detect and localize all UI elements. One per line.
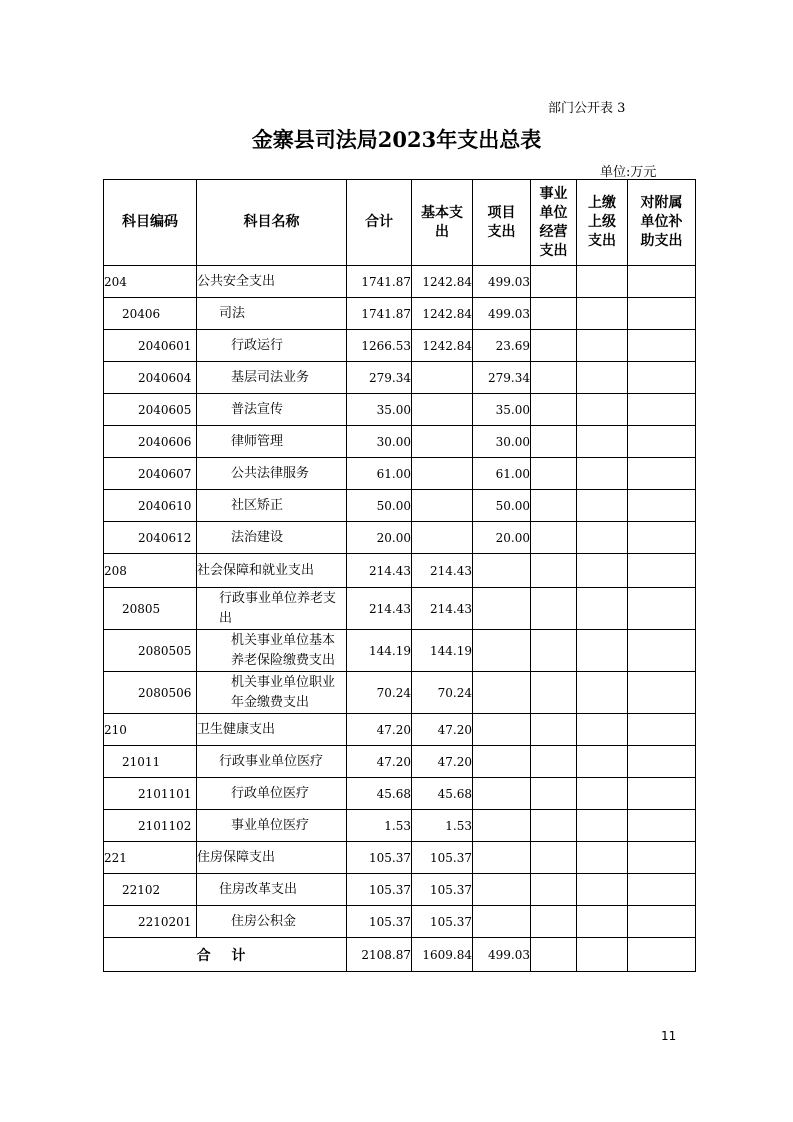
row-code: 2080505 xyxy=(104,630,197,672)
row-basic xyxy=(412,522,473,554)
row-name: 机关事业单位基本养老保险缴费支出 xyxy=(197,630,347,672)
header-project: 项目支出 xyxy=(473,180,531,266)
row-name: 事业单位医疗 xyxy=(197,810,347,842)
row-business xyxy=(531,874,577,906)
row-name: 住房改革支出 xyxy=(197,874,347,906)
row-business xyxy=(531,458,577,490)
row-subsidy xyxy=(628,630,696,672)
row-basic: 1.53 xyxy=(412,810,473,842)
row-business xyxy=(531,630,577,672)
row-name: 住房保障支出 xyxy=(197,842,347,874)
row-total: 1741.87 xyxy=(347,298,412,330)
row-code: 22102 xyxy=(104,874,197,906)
row-project xyxy=(473,630,531,672)
table-row xyxy=(104,842,696,874)
row-subsidy xyxy=(628,714,696,746)
row-project: 499.03 xyxy=(473,298,531,330)
row-total: 1741.87 xyxy=(347,266,412,298)
row-subsidy xyxy=(628,842,696,874)
table-row xyxy=(104,778,696,810)
header-code: 科目编码 xyxy=(104,180,197,266)
row-project: 23.69 xyxy=(473,330,531,362)
row-basic: 144.19 xyxy=(412,630,473,672)
header-upper: 上缴上级支出 xyxy=(577,180,628,266)
row-name: 卫生健康支出 xyxy=(197,714,347,746)
row-subsidy xyxy=(628,394,696,426)
row-code: 204 xyxy=(104,266,197,298)
table-row xyxy=(104,810,696,842)
table-row xyxy=(104,630,696,672)
form-number: 部门公开表 3 xyxy=(548,101,626,116)
row-basic: 105.37 xyxy=(412,874,473,906)
row-upper xyxy=(577,630,628,672)
row-basic xyxy=(412,426,473,458)
row-project: 35.00 xyxy=(473,394,531,426)
header-subsidy: 对附属单位补助支出 xyxy=(628,180,696,266)
row-upper xyxy=(577,810,628,842)
row-upper xyxy=(577,362,628,394)
row-code: 2040612 xyxy=(104,522,197,554)
row-name: 住房公积金 xyxy=(197,906,347,938)
row-basic: 105.37 xyxy=(412,842,473,874)
table-row xyxy=(104,554,696,588)
table-row xyxy=(104,266,696,298)
unit-label: 单位:万元 xyxy=(600,165,657,180)
table-row xyxy=(104,362,696,394)
row-total: 30.00 xyxy=(347,426,412,458)
summary-upper xyxy=(577,938,628,972)
row-project: 279.34 xyxy=(473,362,531,394)
row-upper xyxy=(577,554,628,588)
row-business xyxy=(531,362,577,394)
row-subsidy xyxy=(628,874,696,906)
row-name: 行政事业单位医疗 xyxy=(197,746,347,778)
row-subsidy xyxy=(628,426,696,458)
summary-row xyxy=(104,938,696,972)
row-project xyxy=(473,874,531,906)
row-basic: 1242.84 xyxy=(412,266,473,298)
table-row xyxy=(104,746,696,778)
row-name: 普法宣传 xyxy=(197,394,347,426)
row-total: 45.68 xyxy=(347,778,412,810)
table-row xyxy=(104,426,696,458)
row-business xyxy=(531,810,577,842)
table-row xyxy=(104,672,696,714)
row-subsidy xyxy=(628,778,696,810)
row-code: 2210201 xyxy=(104,906,197,938)
row-upper xyxy=(577,426,628,458)
row-upper xyxy=(577,394,628,426)
summary-total: 2108.87 xyxy=(347,938,412,972)
row-total: 50.00 xyxy=(347,490,412,522)
table-row xyxy=(104,298,696,330)
table-row xyxy=(104,588,696,630)
row-business xyxy=(531,298,577,330)
table-row xyxy=(104,490,696,522)
row-name: 公共安全支出 xyxy=(197,266,347,298)
row-total: 1266.53 xyxy=(347,330,412,362)
row-business xyxy=(531,330,577,362)
header-business: 事业单位经营支出 xyxy=(531,180,577,266)
row-total: 144.19 xyxy=(347,630,412,672)
row-code: 2101101 xyxy=(104,778,197,810)
row-basic: 70.24 xyxy=(412,672,473,714)
row-business xyxy=(531,522,577,554)
row-subsidy xyxy=(628,266,696,298)
row-total: 47.20 xyxy=(347,714,412,746)
row-code: 20406 xyxy=(104,298,197,330)
row-total: 279.34 xyxy=(347,362,412,394)
row-code: 2040604 xyxy=(104,362,197,394)
table-row xyxy=(104,714,696,746)
row-subsidy xyxy=(628,490,696,522)
row-upper xyxy=(577,714,628,746)
row-business xyxy=(531,266,577,298)
row-business xyxy=(531,672,577,714)
row-project xyxy=(473,554,531,588)
row-project: 30.00 xyxy=(473,426,531,458)
row-business xyxy=(531,554,577,588)
row-basic: 1242.84 xyxy=(412,298,473,330)
row-subsidy xyxy=(628,810,696,842)
row-subsidy xyxy=(628,522,696,554)
row-total: 47.20 xyxy=(347,746,412,778)
row-upper xyxy=(577,874,628,906)
row-upper xyxy=(577,266,628,298)
row-subsidy xyxy=(628,746,696,778)
header-row xyxy=(104,180,696,266)
row-total: 214.43 xyxy=(347,554,412,588)
table-row xyxy=(104,394,696,426)
row-basic: 214.43 xyxy=(412,554,473,588)
row-total: 70.24 xyxy=(347,672,412,714)
row-name: 社区矫正 xyxy=(197,490,347,522)
summary-subsidy xyxy=(628,938,696,972)
row-business xyxy=(531,394,577,426)
row-total: 105.37 xyxy=(347,874,412,906)
row-upper xyxy=(577,490,628,522)
row-business xyxy=(531,778,577,810)
row-project xyxy=(473,588,531,630)
row-name: 公共法律服务 xyxy=(197,458,347,490)
summary-project: 499.03 xyxy=(473,938,531,972)
row-total: 105.37 xyxy=(347,842,412,874)
row-code: 208 xyxy=(104,554,197,588)
row-project: 499.03 xyxy=(473,266,531,298)
row-upper xyxy=(577,298,628,330)
row-total: 1.53 xyxy=(347,810,412,842)
row-upper xyxy=(577,330,628,362)
row-total: 105.37 xyxy=(347,906,412,938)
header-total: 合计 xyxy=(347,180,412,266)
row-project: 20.00 xyxy=(473,522,531,554)
row-basic xyxy=(412,394,473,426)
row-code: 221 xyxy=(104,842,197,874)
expenditure-table xyxy=(103,179,696,972)
row-upper xyxy=(577,906,628,938)
row-upper xyxy=(577,842,628,874)
row-upper xyxy=(577,458,628,490)
row-project xyxy=(473,746,531,778)
row-business xyxy=(531,426,577,458)
row-subsidy xyxy=(628,298,696,330)
row-code: 2040606 xyxy=(104,426,197,458)
row-code: 210 xyxy=(104,714,197,746)
row-project xyxy=(473,810,531,842)
row-code: 2080506 xyxy=(104,672,197,714)
row-upper xyxy=(577,746,628,778)
row-basic: 214.43 xyxy=(412,588,473,630)
row-code: 2040605 xyxy=(104,394,197,426)
row-name: 社会保障和就业支出 xyxy=(197,554,347,588)
row-total: 35.00 xyxy=(347,394,412,426)
row-upper xyxy=(577,588,628,630)
row-name: 基层司法业务 xyxy=(197,362,347,394)
row-business xyxy=(531,906,577,938)
row-business xyxy=(531,746,577,778)
row-business xyxy=(531,842,577,874)
row-basic xyxy=(412,458,473,490)
row-name: 律师管理 xyxy=(197,426,347,458)
row-name: 行政事业单位养老支出 xyxy=(197,588,347,630)
row-upper xyxy=(577,672,628,714)
row-project xyxy=(473,778,531,810)
row-name: 机关事业单位职业年金缴费支出 xyxy=(197,672,347,714)
row-code: 2101102 xyxy=(104,810,197,842)
table-row xyxy=(104,458,696,490)
page-title: 金寨县司法局2023年支出总表 xyxy=(251,127,542,152)
row-basic xyxy=(412,490,473,522)
row-total: 61.00 xyxy=(347,458,412,490)
table-row xyxy=(104,522,696,554)
row-basic xyxy=(412,362,473,394)
row-code: 2040601 xyxy=(104,330,197,362)
row-basic: 1242.84 xyxy=(412,330,473,362)
row-subsidy xyxy=(628,458,696,490)
row-basic: 47.20 xyxy=(412,746,473,778)
page-number: 11 xyxy=(661,1029,677,1043)
row-business xyxy=(531,714,577,746)
row-subsidy xyxy=(628,554,696,588)
row-upper xyxy=(577,778,628,810)
row-subsidy xyxy=(628,588,696,630)
row-project: 61.00 xyxy=(473,458,531,490)
row-name: 法治建设 xyxy=(197,522,347,554)
row-name: 行政运行 xyxy=(197,330,347,362)
row-upper xyxy=(577,522,628,554)
row-business xyxy=(531,490,577,522)
table-row xyxy=(104,906,696,938)
table-row xyxy=(104,330,696,362)
row-subsidy xyxy=(628,906,696,938)
row-basic: 45.68 xyxy=(412,778,473,810)
row-code: 2040607 xyxy=(104,458,197,490)
row-project xyxy=(473,906,531,938)
header-basic: 基本支出 xyxy=(412,180,473,266)
row-basic: 105.37 xyxy=(412,906,473,938)
header-name: 科目名称 xyxy=(197,180,347,266)
table-row xyxy=(104,874,696,906)
row-basic: 47.20 xyxy=(412,714,473,746)
row-code: 2040610 xyxy=(104,490,197,522)
summary-label: 合 计 xyxy=(104,938,347,972)
row-project: 50.00 xyxy=(473,490,531,522)
row-total: 214.43 xyxy=(347,588,412,630)
summary-business xyxy=(531,938,577,972)
row-name: 司法 xyxy=(197,298,347,330)
row-subsidy xyxy=(628,672,696,714)
row-project xyxy=(473,714,531,746)
row-code: 21011 xyxy=(104,746,197,778)
row-total: 20.00 xyxy=(347,522,412,554)
row-project xyxy=(473,672,531,714)
row-code: 20805 xyxy=(104,588,197,630)
row-subsidy xyxy=(628,330,696,362)
summary-basic: 1609.84 xyxy=(412,938,473,972)
row-business xyxy=(531,588,577,630)
row-subsidy xyxy=(628,362,696,394)
row-project xyxy=(473,842,531,874)
row-name: 行政单位医疗 xyxy=(197,778,347,810)
